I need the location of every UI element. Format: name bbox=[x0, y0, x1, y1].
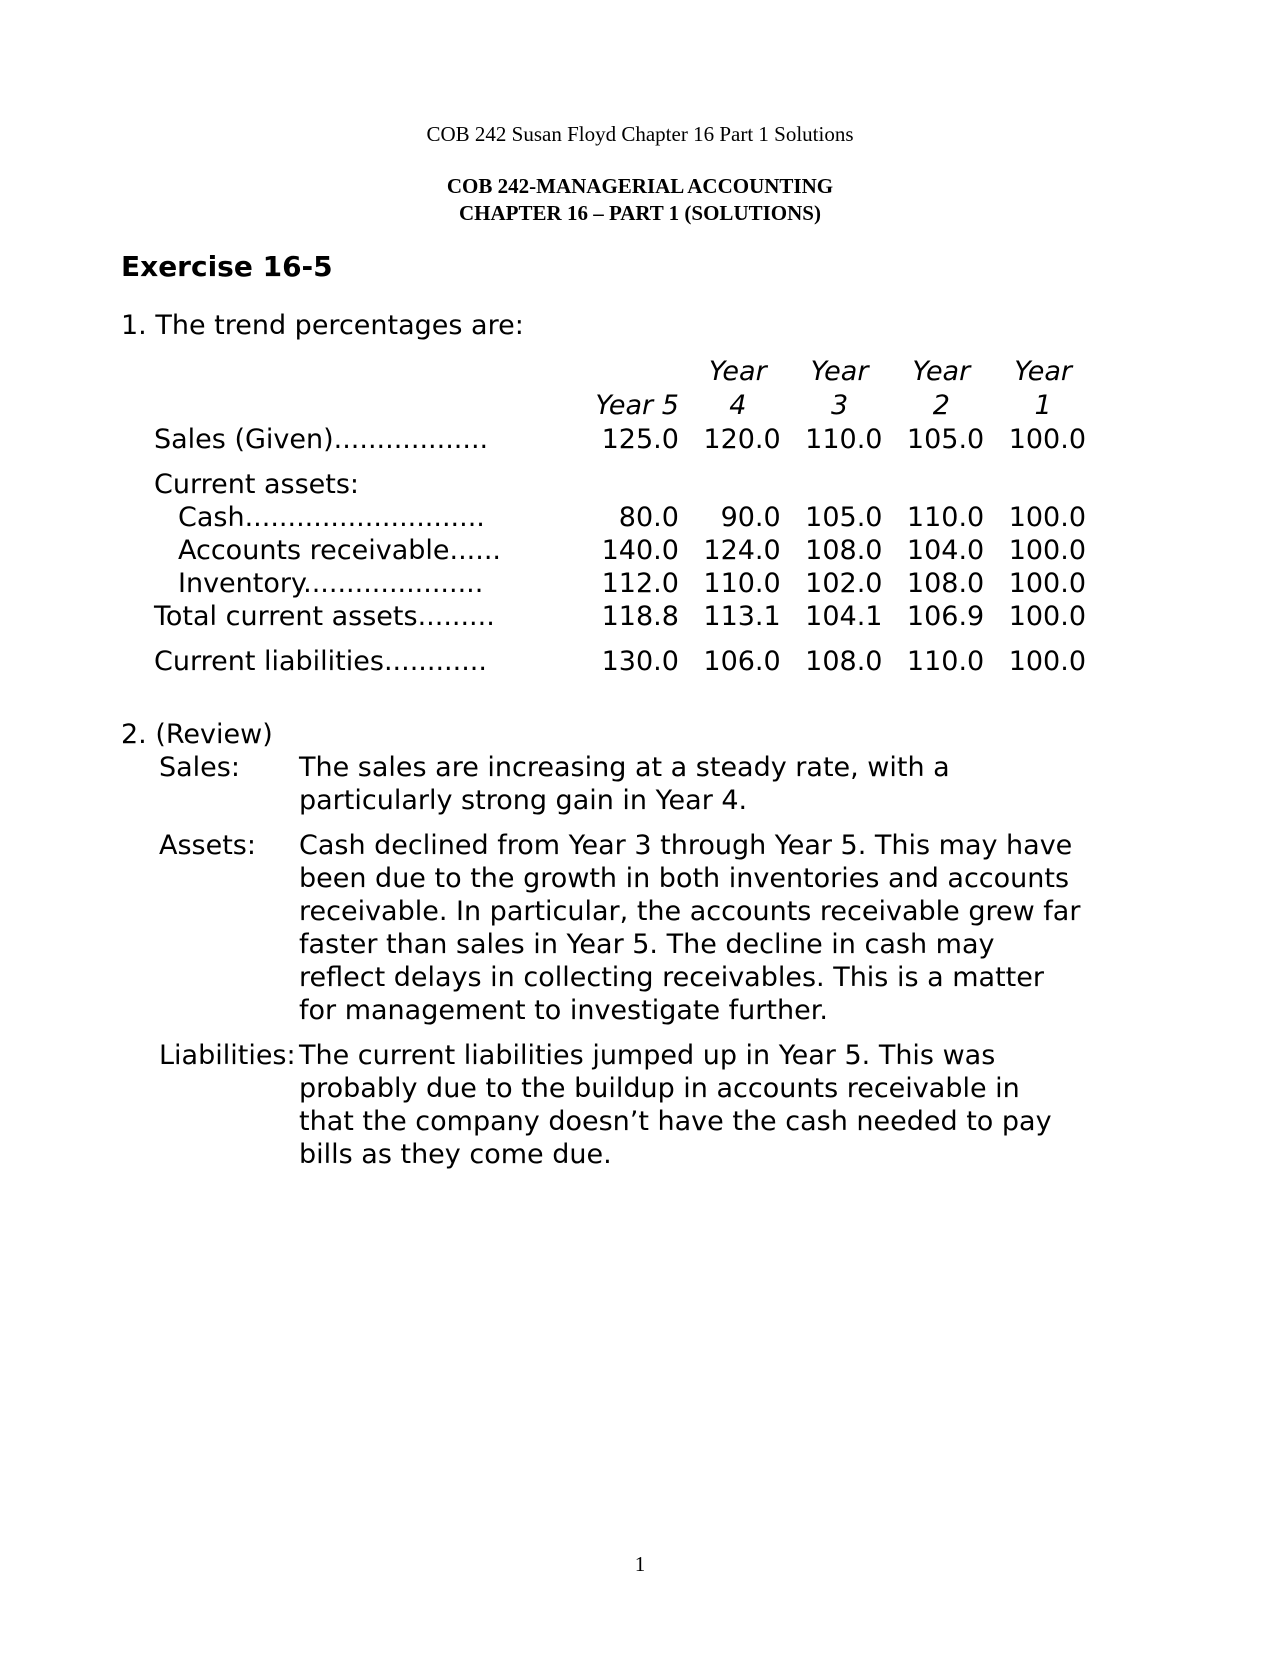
cell: 140.0 bbox=[601, 535, 679, 566]
cell: 125.0 bbox=[601, 424, 679, 455]
table-header-row bbox=[154, 355, 1094, 423]
question-1: 1. The trend percentages are: bbox=[121, 310, 524, 341]
page-number: 1 bbox=[634, 1552, 646, 1576]
sales-label: Sales (Given).................. bbox=[154, 424, 489, 455]
cell: 100.0 bbox=[1008, 568, 1086, 599]
cell: 100.0 bbox=[1008, 424, 1086, 455]
cell: 110.0 bbox=[805, 424, 883, 455]
table-row bbox=[154, 600, 1094, 633]
title-line-2: CHAPTER 16 – PART 1 (SOLUTIONS) bbox=[459, 201, 821, 225]
inventory-label: Inventory..................... bbox=[178, 568, 484, 599]
cell: 80.0 bbox=[618, 502, 679, 533]
cell: 108.0 bbox=[805, 535, 883, 566]
cell: 105.0 bbox=[805, 502, 883, 533]
cell: 100.0 bbox=[1008, 601, 1086, 632]
review-liabilities bbox=[121, 1039, 1081, 1171]
cell: 106.0 bbox=[703, 646, 781, 677]
review-assets bbox=[121, 829, 1081, 1027]
running-header: COB 242 Susan Floyd Chapter 16 Part 1 Solutions bbox=[426, 122, 854, 146]
cell: 110.0 bbox=[906, 646, 985, 677]
review-text: The current liabilities jumped up in Year 5. This was probably due to the buildup in accounts receivable in that the company doesn’t have the cash needed to pay bills as they come due. bbox=[299, 1040, 1052, 1170]
cell: 108.0 bbox=[906, 568, 985, 599]
cell: 130.0 bbox=[601, 646, 679, 677]
cell: 104.0 bbox=[906, 535, 985, 566]
cell: 100.0 bbox=[1008, 535, 1086, 566]
cash-label: Cash............................ bbox=[178, 502, 485, 533]
review-section bbox=[121, 718, 1081, 1171]
review-label: Sales: bbox=[159, 752, 240, 783]
header-year-5: Year 5 bbox=[595, 390, 679, 421]
cell: 100.0 bbox=[1008, 502, 1086, 533]
accounts-receivable-label: Accounts receivable...... bbox=[178, 535, 502, 566]
trend-percentages-table bbox=[154, 355, 1094, 678]
table-row bbox=[154, 501, 1094, 534]
cell: 100.0 bbox=[1008, 646, 1086, 677]
review-text: The sales are increasing at a steady rate, with a particularly strong gain in Year 4. bbox=[299, 752, 950, 816]
header-year-2: Year 2 bbox=[912, 356, 971, 421]
cell: 124.0 bbox=[703, 535, 781, 566]
table-row bbox=[154, 423, 1094, 456]
cell: 102.0 bbox=[805, 568, 883, 599]
table-row bbox=[154, 456, 1094, 501]
cell: 105.0 bbox=[906, 424, 985, 455]
title-line-1: COB 242-MANAGERIAL ACCOUNTING bbox=[446, 174, 834, 198]
cell: 90.0 bbox=[720, 502, 781, 533]
header-year-3: Year 3 bbox=[810, 356, 869, 421]
cell: 106.9 bbox=[906, 601, 985, 632]
table-row bbox=[154, 633, 1094, 678]
cell: 113.1 bbox=[703, 601, 781, 632]
table-row bbox=[154, 567, 1094, 600]
review-sales bbox=[121, 751, 1081, 817]
cell: 118.8 bbox=[601, 601, 679, 632]
cell: 110.0 bbox=[906, 502, 985, 533]
exercise-heading: Exercise 16-5 bbox=[121, 250, 333, 283]
current-assets-label: Current assets: bbox=[154, 469, 360, 500]
table-row bbox=[154, 534, 1094, 567]
cell: 108.0 bbox=[805, 646, 883, 677]
document-title bbox=[0, 173, 1280, 227]
review-label: Assets: bbox=[159, 830, 256, 861]
cell: 120.0 bbox=[703, 424, 781, 455]
cell: 110.0 bbox=[703, 568, 781, 599]
review-label: Liabilities: bbox=[159, 1040, 296, 1071]
total-current-assets-label: Total current assets......... bbox=[154, 601, 495, 632]
review-text: Cash declined from Year 3 through Year 5. This may have been due to the growth in both inventories and accounts receivable. In particular, the accounts receivable grew far faster than sales in Year 5. The decline in cash may reflect delays in collecting receivables. This is a matter for management to investigate further. bbox=[299, 830, 1081, 1026]
question-2: 2. (Review) bbox=[121, 719, 273, 750]
cell: 104.1 bbox=[805, 601, 883, 632]
current-liabilities-label: Current liabilities............ bbox=[154, 646, 487, 677]
header-year-1: Year 1 bbox=[1014, 356, 1072, 421]
header-year-4: Year 4 bbox=[708, 356, 767, 421]
cell: 112.0 bbox=[601, 568, 679, 599]
